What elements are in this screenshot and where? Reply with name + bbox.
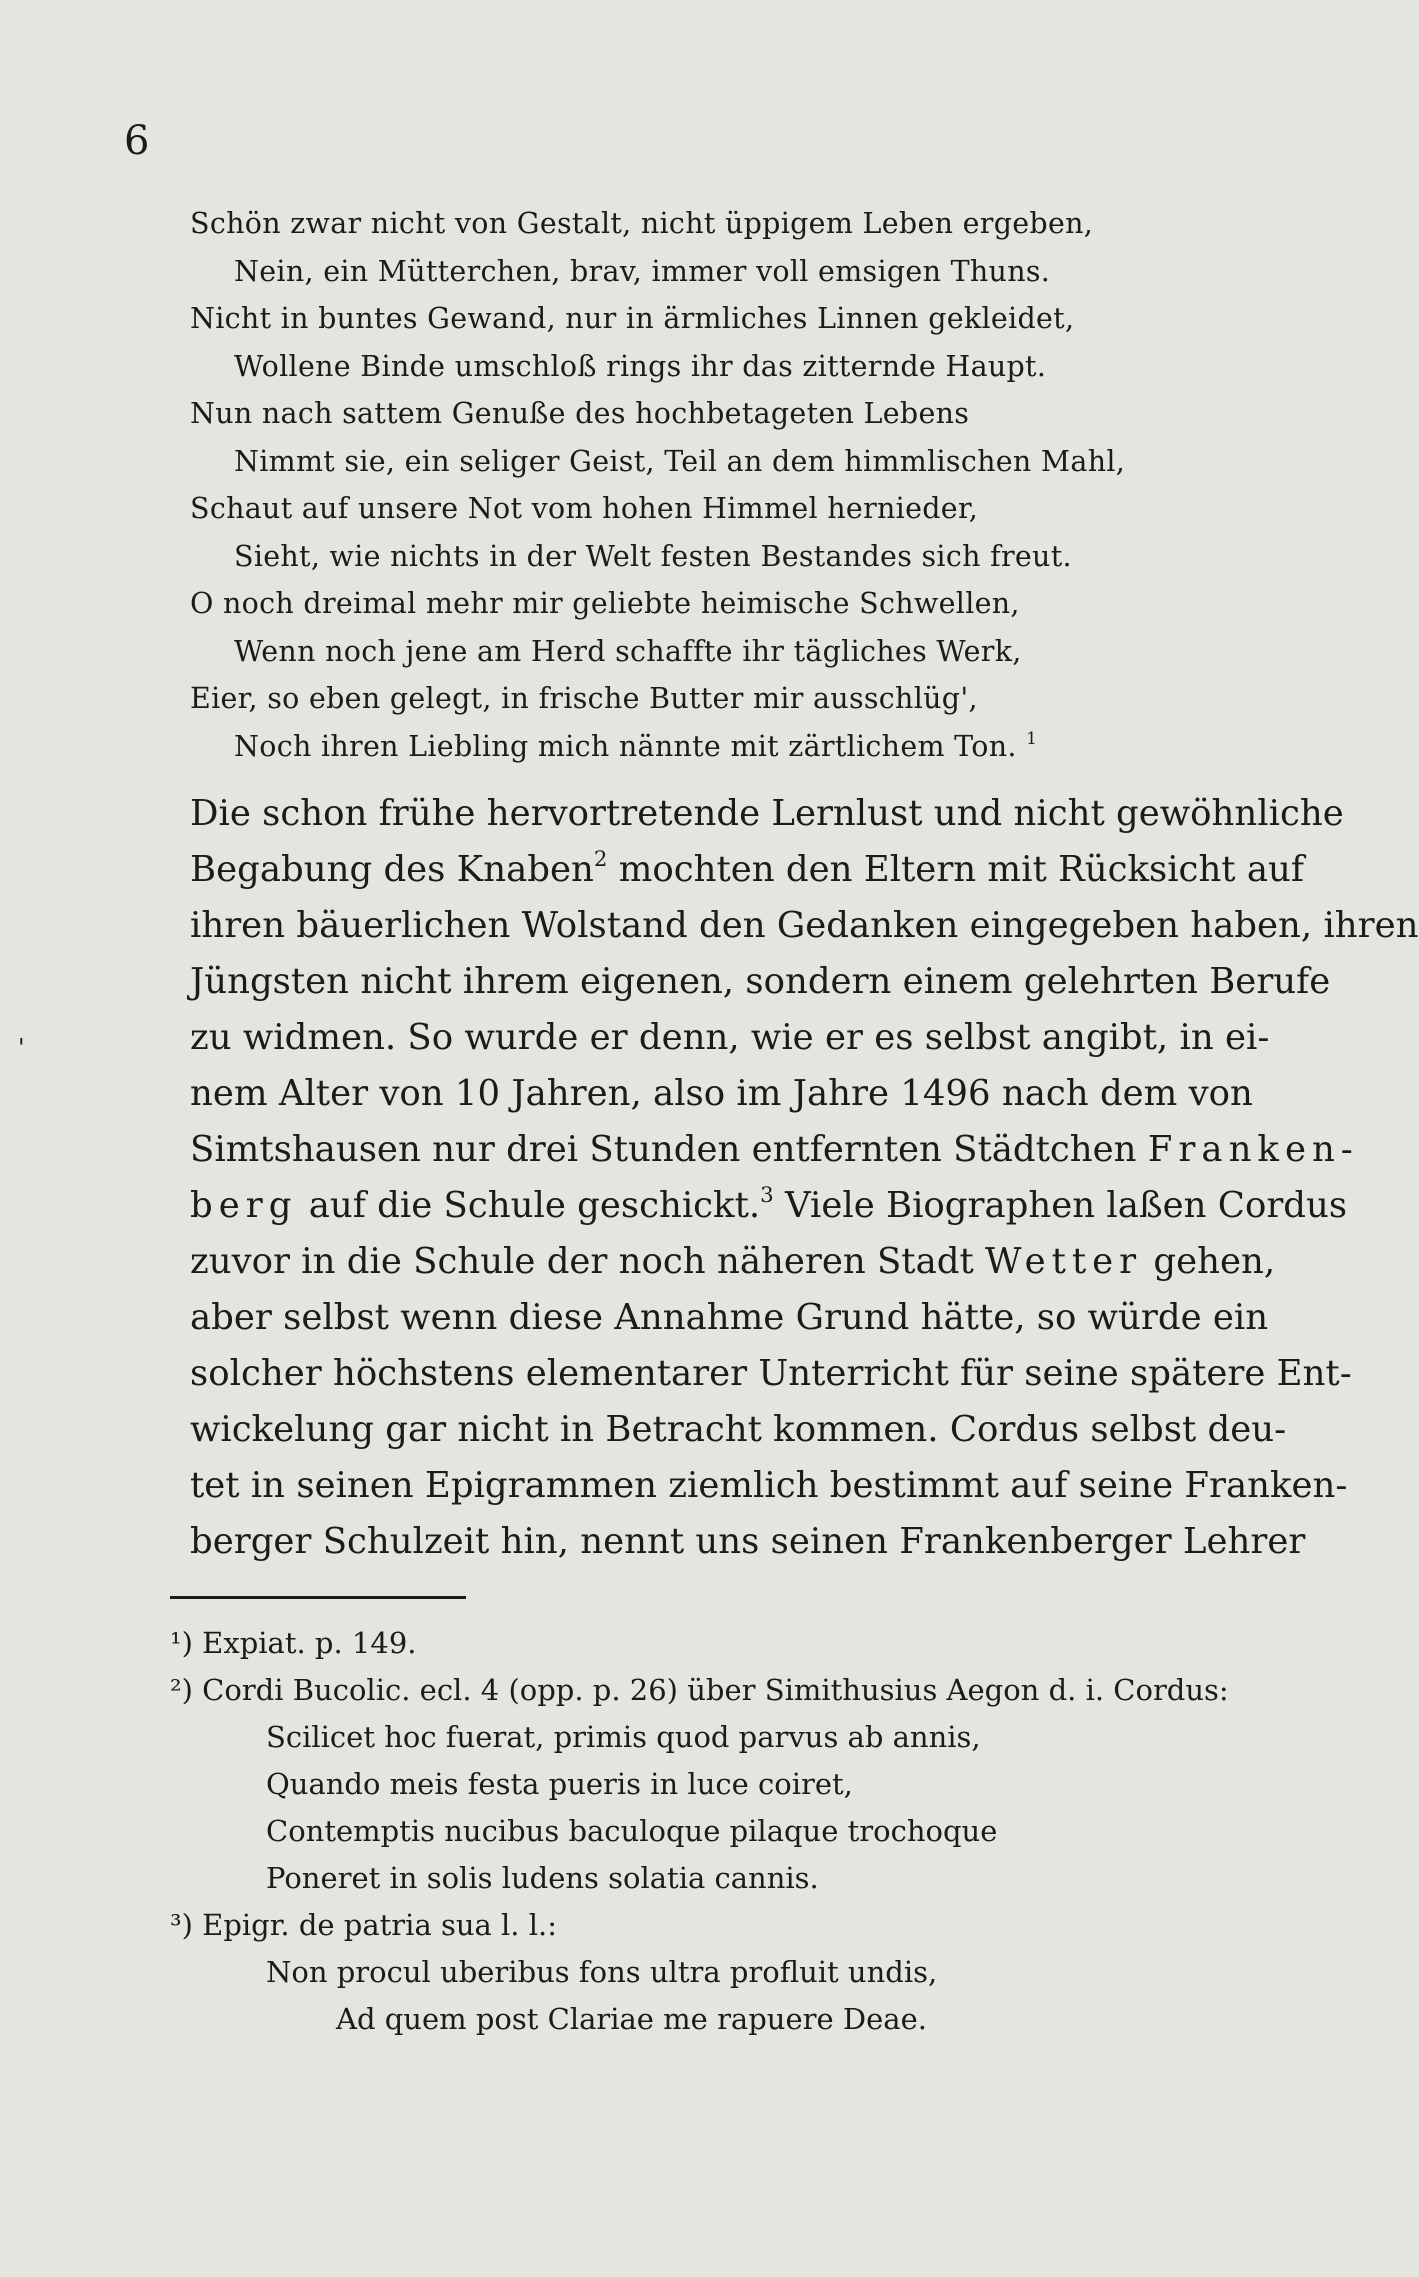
body-line: tet in seinen Epigrammen ziemlich bestimmt auf seine Franken- (190, 1465, 1348, 1506)
poem-line-last (190, 723, 1250, 771)
footnote-divider (170, 1596, 466, 1599)
footnote-mark: ¹) (170, 1626, 193, 1660)
poem-line: Nun nach sattem Genuße des hochbetageten Lebens (190, 397, 970, 430)
footnote-mark: ²) (170, 1673, 193, 1707)
footnote-3 (170, 1902, 1250, 1949)
footnote-ref: 1 (1026, 728, 1038, 749)
poem-line-text: Noch ihren Liebling mich nännte mit zärtlichem Ton. (234, 729, 1017, 763)
place-name: Wetter (985, 1241, 1143, 1282)
footnote-quote-line: Quando meis festa pueris in luce coiret, (266, 1767, 853, 1801)
poem-line: Nimmt sie, ein seliger Geist, Teil an dem himmlischen Mahl, (234, 444, 1126, 478)
footnote-quote-line: Contemptis nucibus baculoque pilaque trochoque (266, 1814, 998, 1848)
footnotes (170, 1620, 1250, 2043)
poem-line: Wollene Binde umschloß rings ihr das zitternde Haupt. (234, 349, 1047, 383)
body-line (190, 842, 1305, 898)
body-line (190, 1178, 1348, 1234)
poem-line: Schön zwar nicht von Gestalt, nicht üppigem Leben ergeben, (190, 207, 1094, 240)
footnote-mark: ³) (170, 1908, 193, 1942)
footnote-quote-line: Scilicet hoc fuerat, primis quod parvus ab annis, (266, 1720, 981, 1754)
footnote-text: Expiat. p. 149. (192, 1626, 417, 1660)
footnote-quote-line: Non procul uberibus fons ultra profluit undis, (266, 1955, 938, 1989)
footnote-ref: 2 (593, 847, 608, 873)
body-line: wickelung gar nicht in Betracht kommen. Cordus selbst deu- (190, 1409, 1287, 1450)
body-line: aber selbst wenn diese Annahme Grund hätte, so würde ein (190, 1297, 1269, 1338)
body-text: auf die Schule geschickt. (297, 1185, 761, 1226)
body-paragraph (190, 786, 1419, 1570)
footnote-quote-line: Poneret in solis ludens solatia cannis. (266, 1861, 819, 1895)
body-text: Viele Biographen laßen Cordus (773, 1185, 1348, 1226)
place-name: berg (190, 1185, 298, 1226)
body-text: Simtshausen nur drei Stunden entfernten Städtchen (190, 1129, 1148, 1170)
body-text: mochten den Eltern mit Rücksicht auf (607, 849, 1305, 890)
body-line: berger Schulzeit hin, nennt uns seinen Frankenberger Lehrer (190, 1521, 1306, 1562)
footnote-ref: 3 (760, 1183, 774, 1209)
poem-line: Sieht, wie nichts in der Welt festen Bestandes sich freut. (234, 539, 1072, 573)
footnote-2 (170, 1667, 1250, 1714)
footnote-1 (170, 1620, 1250, 1667)
footnote-text: Epigr. de patria sua l. l.: (192, 1908, 557, 1942)
page-number: 6 (124, 118, 150, 164)
margin-mark: ' (18, 1034, 25, 1062)
poem-line: O noch dreimal mehr mir geliebte heimische Schwellen, (190, 587, 1020, 620)
poem-line: Eier, so eben gelegt, in frische Butter mir ausschlüg', (190, 682, 978, 715)
body-line: Die schon frühe hervortretende Lernlust und nicht gewöhnliche (190, 793, 1344, 834)
body-line: zu widmen. So wurde er denn, wie er es selbst angibt, in ei- (190, 1017, 1270, 1058)
body-text: Begabung des Knaben (190, 849, 594, 890)
poem-line: Nicht in buntes Gewand, nur in ärmliches Linnen gekleidet, (190, 302, 1075, 335)
footnote-text: Cordi Bucolic. ecl. 4 (opp. p. 26) über Simithusius Aegon d. i. Cordus: (192, 1673, 1229, 1707)
poem-line: Nein, ein Mütterchen, brav, immer voll emsigen Thuns. (234, 254, 1051, 288)
body-text: gehen, (1142, 1241, 1276, 1282)
body-text: zuvor in die Schule der noch näheren Stadt (190, 1241, 986, 1282)
place-name: Franken- (1147, 1129, 1359, 1170)
body-line (190, 1234, 1276, 1290)
body-line: nem Alter von 10 Jahren, also im Jahre 1496 nach dem von (190, 1073, 1253, 1114)
poem-line: Wenn noch jene am Herd schaffte ihr tägliches Werk, (234, 634, 1022, 668)
body-line: Jüngsten nicht ihrem eigenen, sondern einem gelehrten Berufe (190, 961, 1331, 1002)
footnote-quote-line: Ad quem post Clariae me rapuere Deae. (336, 2002, 927, 2036)
body-line: ihren bäuerlichen Wolstand den Gedanken eingegeben haben, ihren (190, 905, 1419, 946)
body-line: solcher höchstens elementarer Unterricht für seine spätere Ent- (190, 1353, 1352, 1394)
poem (190, 200, 1250, 770)
poem-line: Schaut auf unsere Not vom hohen Himmel hernieder, (190, 492, 979, 525)
body-line (190, 1122, 1359, 1178)
